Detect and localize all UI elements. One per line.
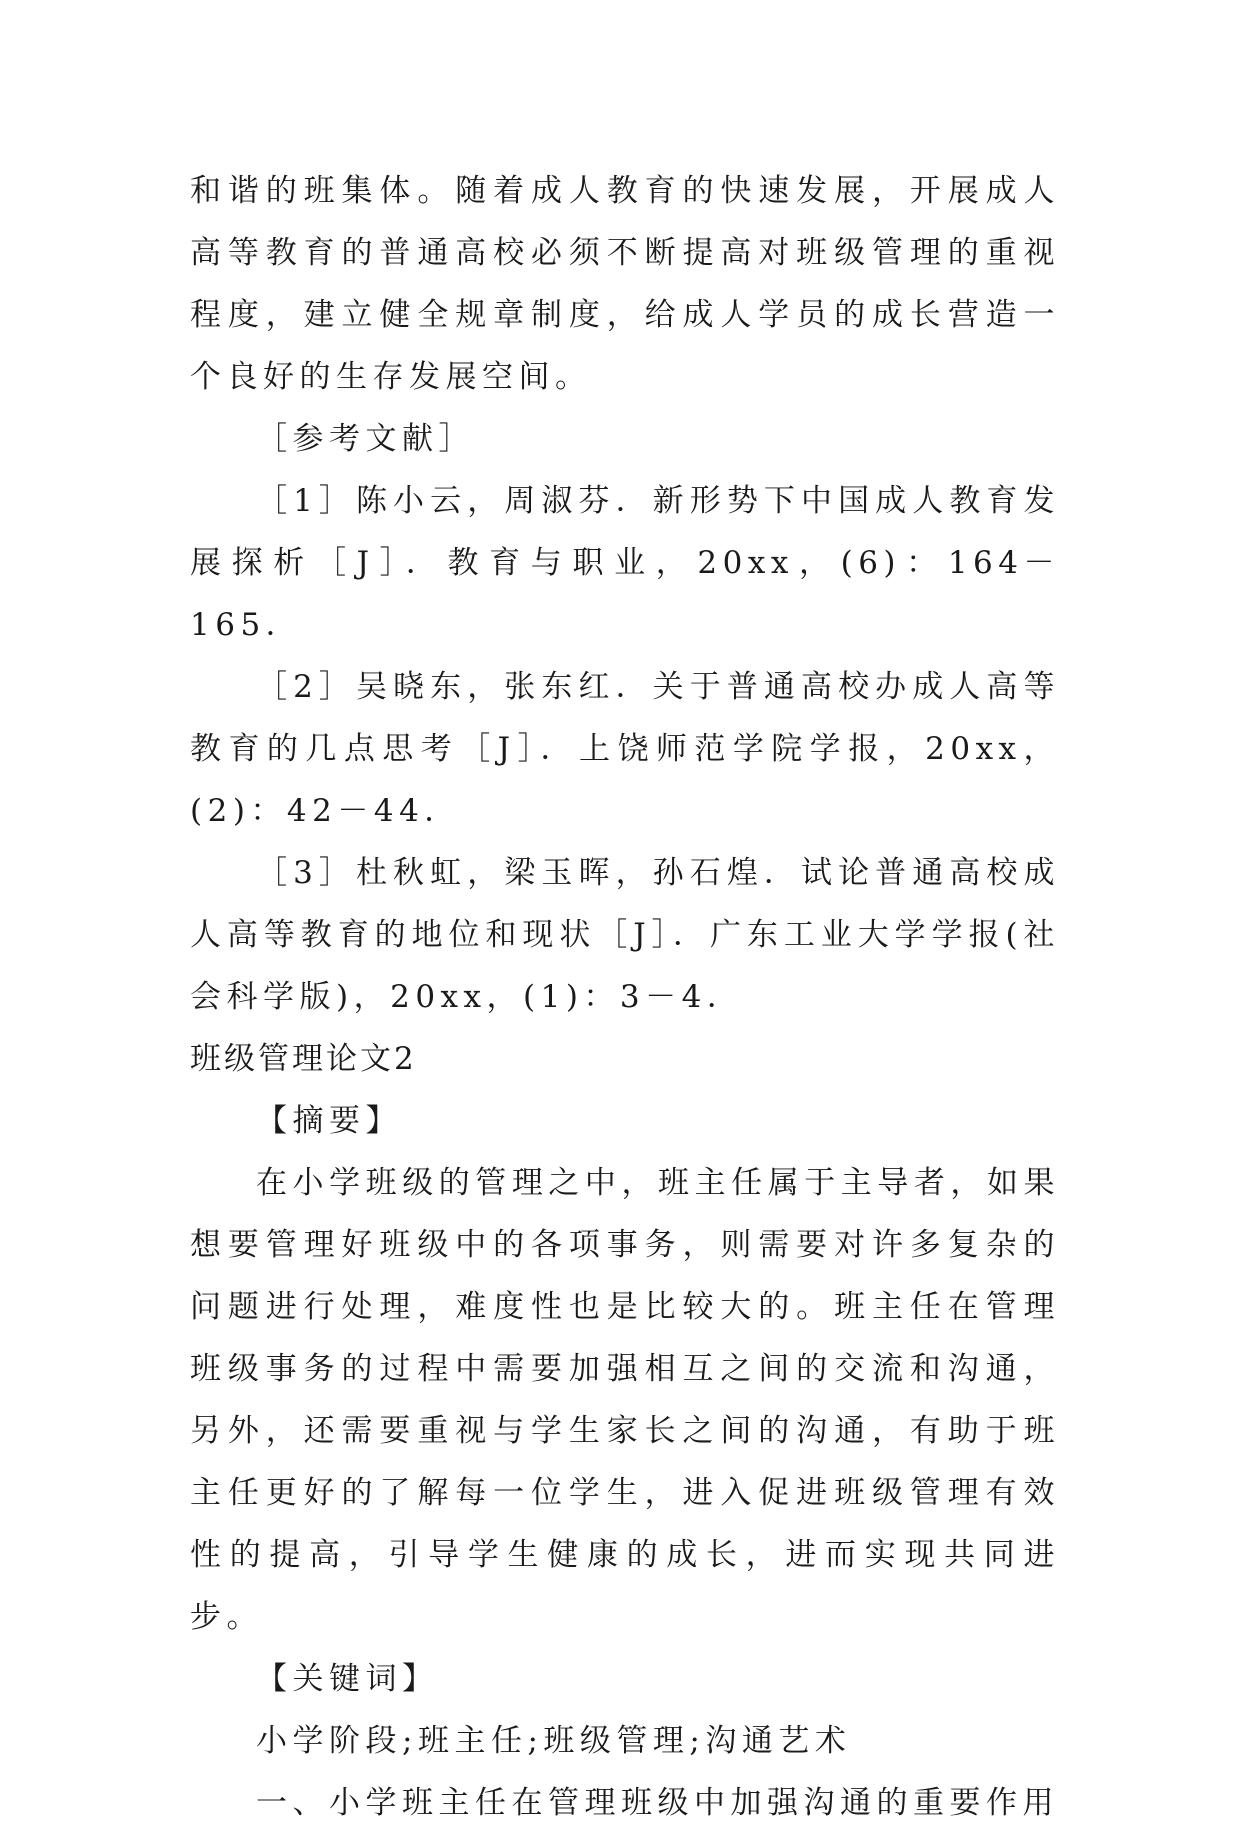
section-title: 班级管理论文2	[190, 1041, 417, 1077]
closing-paragraph: 和谐的班集体。随着成人教育的快速发展，开展成人高等教育的普通高校必须不断提高对班级管理的重视程度，建立健全规章制度，给成人学员的成长营造一个良好的生存发展空间。	[190, 173, 1060, 395]
abstract-body: 在小学班级的管理之中，班主任属于主导者，如果想要管理好班级中的各项事务，则需要对许多复杂的问题进行处理，难度性也是比较大的。班主任在管理班级事务的过程中需要加强相互之间的交流和沟通，另外，还需要重视与学生家长之间的沟通，有助于班主任更好的了解每一位学生，进入促进班级管理有效性的提高，引导学生健康的成长，进而实现共同进步。	[190, 1165, 1060, 1635]
reference-1: ［1］陈小云，周淑芬．新形势下中国成人教育发展探析［J］．教育与职业，20xx，(6)：164－165．	[190, 483, 1060, 643]
keywords-heading: 【关键词】	[256, 1661, 439, 1697]
reference-2: ［2］吴晓东，张东红．关于普通高校办成人高等教育的几点思考［J］．上饶师范学院学报，20xx，(2)：42－44．	[190, 669, 1060, 829]
references-heading: ［参考文献］	[256, 421, 475, 457]
keywords-body: 小学阶段;班主任;班级管理;沟通艺术	[256, 1723, 852, 1759]
subheading-1: 一、小学班主任在管理班级中加强沟通的重要作用	[256, 1785, 1059, 1821]
document-body	[190, 160, 1060, 1834]
abstract-heading: 【摘要】	[256, 1103, 402, 1139]
reference-3: ［3］杜秋虹，梁玉晖，孙石煌．试论普通高校成人高等教育的地位和现状［J］．广东工业大学学报(社会科学版)，20xx，(1)：3－4．	[190, 855, 1060, 1015]
